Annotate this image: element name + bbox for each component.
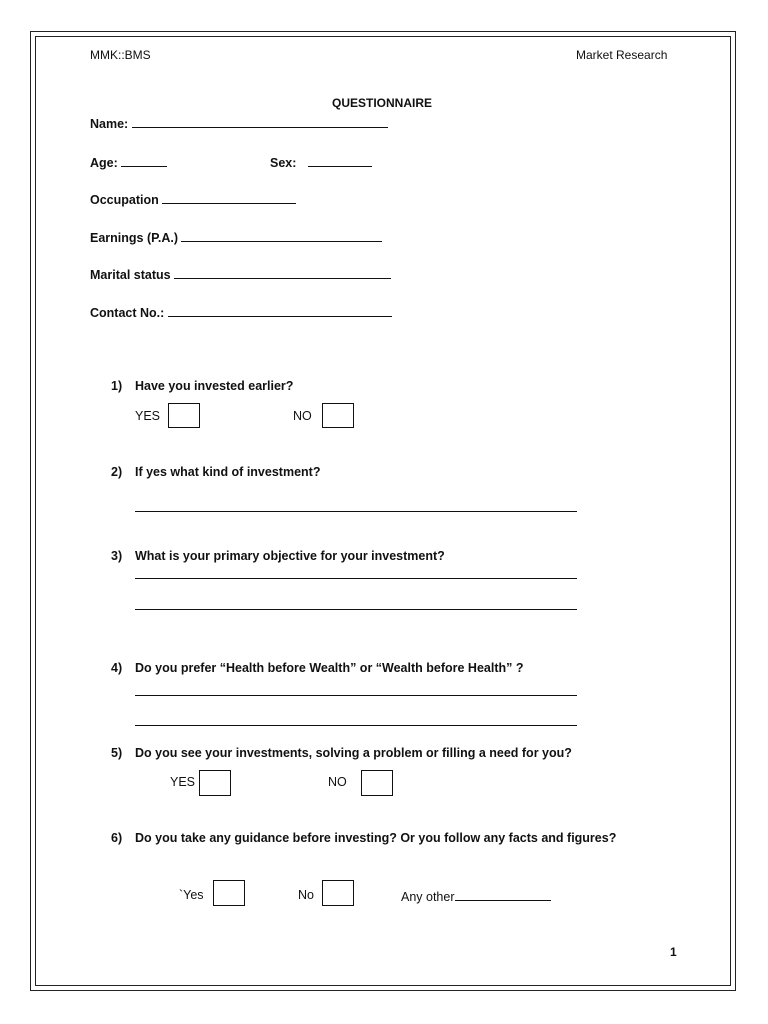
q4-answer-line-1[interactable] bbox=[135, 695, 577, 696]
page-number: 1 bbox=[670, 945, 677, 959]
question-number: 1) bbox=[111, 379, 123, 393]
question-1 bbox=[111, 379, 293, 393]
earnings-field[interactable] bbox=[181, 229, 382, 242]
q1-yes-checkbox[interactable] bbox=[168, 403, 200, 428]
question-text: What is your primary objective for your investment? bbox=[135, 549, 445, 563]
q5-yes-checkbox[interactable] bbox=[199, 770, 231, 796]
q6-no-checkbox[interactable] bbox=[322, 880, 354, 906]
name-row bbox=[90, 115, 388, 131]
header-left: MMK::BMS bbox=[90, 48, 151, 62]
marital-row bbox=[90, 266, 391, 282]
age-field[interactable] bbox=[121, 154, 167, 167]
q6-other-row bbox=[401, 888, 551, 904]
sex-label: Sex: bbox=[270, 156, 297, 170]
question-number: 3) bbox=[111, 549, 123, 563]
q6-other-field[interactable] bbox=[455, 888, 551, 901]
q2-answer-line[interactable] bbox=[135, 511, 577, 512]
contact-row bbox=[90, 304, 392, 320]
contact-field[interactable] bbox=[168, 304, 392, 317]
q6-yes-label: `Yes bbox=[179, 888, 204, 902]
header-right: Market Research bbox=[576, 48, 668, 62]
question-text: Do you prefer “Health before Wealth” or “Wealth before Health” ? bbox=[135, 661, 524, 675]
age-row bbox=[90, 154, 167, 170]
marital-label: Marital status bbox=[90, 268, 171, 282]
question-3 bbox=[111, 549, 445, 563]
question-number: 2) bbox=[111, 465, 123, 479]
question-4 bbox=[111, 661, 523, 675]
q5-yes-label: YES bbox=[170, 775, 196, 789]
q6-yes-checkbox[interactable] bbox=[213, 880, 245, 906]
name-label: Name: bbox=[90, 117, 129, 131]
question-6 bbox=[111, 831, 616, 845]
question-text: Have you invested earlier? bbox=[135, 379, 294, 393]
age-label: Age: bbox=[90, 156, 118, 170]
q3-answer-line-2[interactable] bbox=[135, 609, 577, 610]
question-number: 6) bbox=[111, 831, 123, 845]
question-2 bbox=[111, 465, 320, 479]
marital-field[interactable] bbox=[174, 266, 391, 279]
occupation-label: Occupation bbox=[90, 193, 159, 207]
page-title: QUESTIONNAIRE bbox=[332, 96, 433, 110]
q3-answer-line-1[interactable] bbox=[135, 578, 577, 579]
q5-no-checkbox[interactable] bbox=[361, 770, 393, 796]
occupation-row bbox=[90, 191, 296, 207]
contact-label: Contact No.: bbox=[90, 306, 165, 320]
q4-answer-line-2[interactable] bbox=[135, 725, 577, 726]
sex-row bbox=[270, 154, 372, 170]
q1-yes-label: YES bbox=[135, 409, 161, 423]
name-field[interactable] bbox=[132, 115, 388, 128]
sex-field[interactable] bbox=[308, 154, 372, 167]
question-text: Do you see your investments, solving a problem or filling a need for you? bbox=[135, 746, 572, 760]
question-text: Do you take any guidance before investing? Or you follow any facts and figures? bbox=[135, 831, 617, 845]
occupation-field[interactable] bbox=[162, 191, 296, 204]
question-5 bbox=[111, 746, 572, 760]
q6-other-label: Any other bbox=[401, 890, 455, 904]
earnings-row bbox=[90, 229, 382, 245]
q1-no-checkbox[interactable] bbox=[322, 403, 354, 428]
question-number: 4) bbox=[111, 661, 123, 675]
q1-no-label: NO bbox=[293, 409, 312, 423]
q6-no-label: No bbox=[298, 888, 314, 902]
question-number: 5) bbox=[111, 746, 123, 760]
earnings-label: Earnings (P.A.) bbox=[90, 231, 178, 245]
q5-no-label: NO bbox=[328, 775, 347, 789]
question-text: If yes what kind of investment? bbox=[135, 465, 321, 479]
